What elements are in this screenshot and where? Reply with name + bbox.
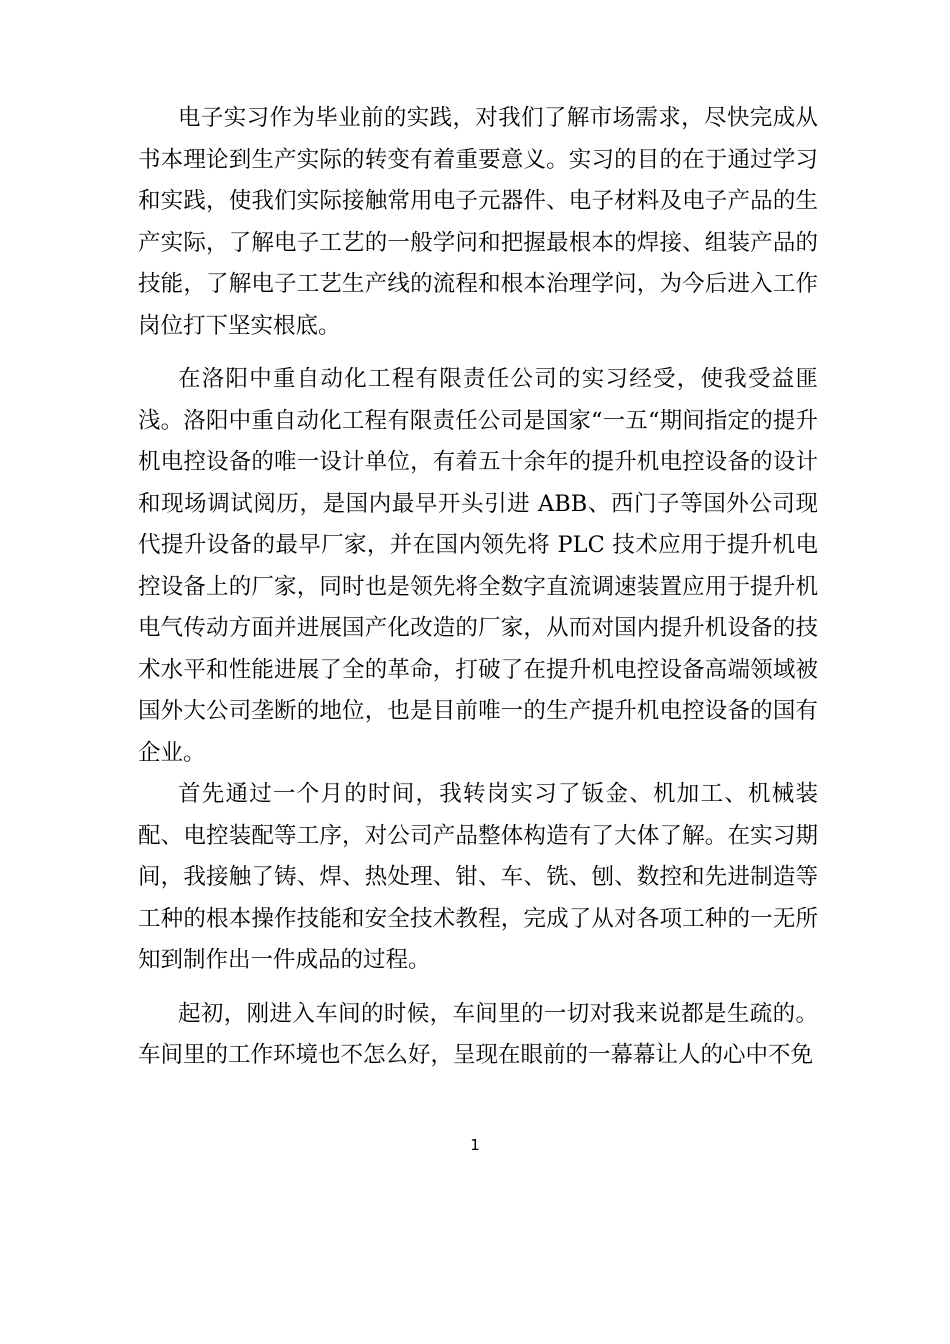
paragraph-job-rotation: 首先通过一个月的时间，我转岗实习了钣金、机加工、机械装配、电控装配等工序，对公司产品整体构造有了大体了解。在实习期间，我接触了铸、焊、热处理、钳、车、铣、刨、数控和先进制造等工种的根本操作技能和安全技术教程，完成了从对各项工种的一无所知到制作出一件成品的过程。 — [138, 781, 818, 973]
body-text — [138, 98, 818, 1077]
page-number: 1 — [470, 1136, 480, 1154]
paragraph-internship-purpose: 电子实习作为毕业前的实践，对我们了解市场需求，尽快完成从书本理论到生产实际的转变有着重要意义。实习的目的在于通过学习和实践，使我们实际接触常用电子元器件、电子材料及电子产品的生产实际，了解电子工艺的一般学问和把握最根本的焊接、组装产品的技能，了解电子工艺生产线的流程和根本治理学问，为今后进入工作岗位打下坚实根底。 — [138, 105, 818, 339]
paragraph-workshop-first-impression: 起初，刚进入车间的时候，车间里的一切对我来说都是生疏的。车间里的工作环境也不怎么好，呈现在眼前的一幕幕让人的心中不免 — [138, 1000, 818, 1068]
paragraph-company-intro: 在洛阳中重自动化工程有限责任公司的实习经受，使我受益匪浅。洛阳中重自动化工程有限责任公司是国家“一五“期间指定的提升机电控设备的唯一设计单位，有着五十余年的提升机电控设备的设计和现场调试阅历，是国内最早开头引进 ABB、西门子等国外公司现代提升设备的最早厂家，并在国内领先将 PLC 技术应用于提升机电控设备上的厂家，同时也是领先将全数字直流调速装置应用于提升机电气传动方面并进展国产化改造的厂家，从而对国内提升机设备的技术水平和性能进展了全的革命，打破了在提升机电控设备高端领域被国外大公司垄断的地位，也是目前唯一的生产提升机电控设备的国有企业。 — [138, 366, 818, 766]
